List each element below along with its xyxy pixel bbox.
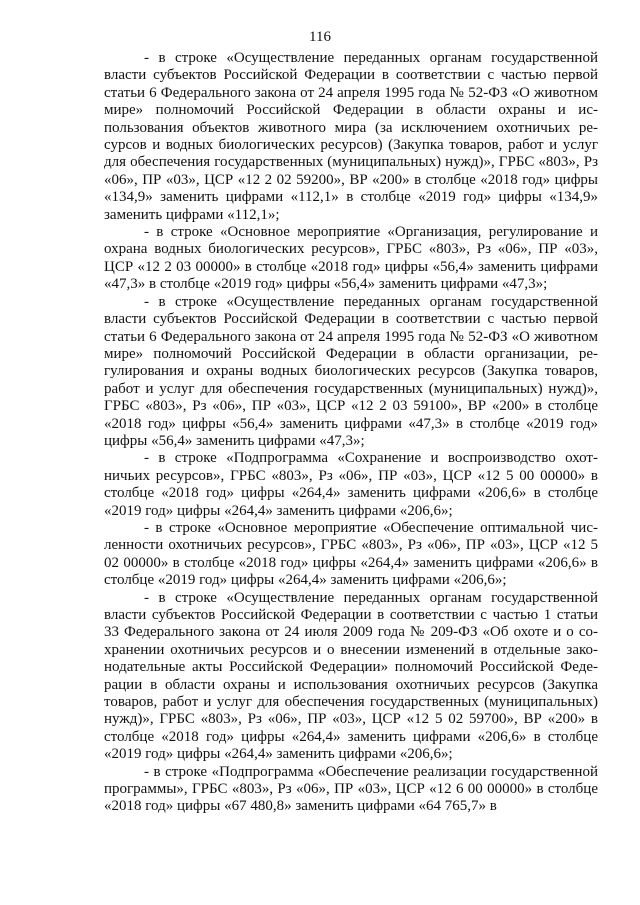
paragraph: - в строке «Осуществление переданных органам государственной власти субъектов Российской Федерации в соответствии с частью первой статьи 6 Федерального закона от 24 апреля 1995 года № 52-ФЗ «О животном мире» полномочий Российской Федерации в области охраны и использования объектов животного мира (за исключением охотничьих ресурсов и водных биологических ресурсов) (Закупка товаров, работ и услуг для обеспечения государственных (муниципальных) нужд)», ГРБС «803», Рз «06», ПР «03», ЦСР «12 2 02 59200», ВР «200» в столбце «2018 год» цифры «134,9» заменить цифрами «112,1» в столбце «2019 год» цифры «134,9» заменить цифрами «112,1»; — [104, 50, 598, 223]
page-number: 116 — [309, 29, 331, 45]
paragraph: - в строке «Основное мероприятие «Организация, регулирование и охрана водных биологических ресурсов», ГРБС «803», Рз «06», ПР «03», ЦСР «12 2 03 00000» в столбце «2018 год» цифры «56,4» заменить цифрами «47,3» в столбце «2019 год» цифры «56,4» заменить цифрами «47,3»; — [104, 224, 598, 293]
paragraph: - в строке «Осуществление переданных органам государственной власти субъектов Российской Федерации в соответствии с частью первой статьи 6 Федерального закона от 24 апреля 1995 года № 52-ФЗ «О животном мире» полномочий Российской Федерации в области организации, регулирования и охраны водных биологических ресурсов (Закупка товаров, работ и услуг для обеспечения государственных (муниципальных) нужд)», ГРБС «803», Рз «06», ПР «03», ЦСР «12 2 03 59100», ВР «200» в столбце «2018 год» цифры «56,4» заменить цифрами «47,3» в столбце «2019 год» цифры «56,4» заменить цифрами «47,3»; — [104, 293, 598, 449]
paragraph: - в строке «Подпрограмма «Обеспечение реализации государственной программы», ГРБС «803», Рз «06», ПР «03», ЦСР «12 6 00 00000» в столбце «2018 год» цифры «67 480,8» заменить цифрами «64 765,7» в — [104, 763, 598, 815]
paragraph: - в строке «Подпрограмма «Сохранение и воспроизводство охотничьих ресурсов», ГРБС «803», Рз «06», ПР «03», ЦСР «12 5 00 00000» в столбце «2018 год» цифры «264,4» заменить цифрами «206,6» в столбце «2019 год» цифры «264,4» заменить цифрами «206,6»; — [104, 450, 598, 519]
paragraph: - в строке «Осуществление переданных органам государственной власти субъектов Российской Федерации в соответствии с частью 1 статьи 33 Федерального закона от 24 июля 2009 года № 209-ФЗ «Об охоте и о сохранении охотничьих ресурсов и о внесении изменений в отдельные законодательные акты Российской Федерации» полномочий Российской Федерации в области охраны и использования охотничьих ресурсов (Закупка товаров, работ и услуг для обеспечения государственных (муниципальных) нужд)», ГРБС «803», Рз «06», ПР «03», ЦСР «12 5 02 59700», ВР «200» в столбце «2018 год» цифры «264,4» заменить цифрами «206,6» в столбце «2019 год» цифры «264,4» заменить цифрами «206,6»; — [104, 589, 598, 763]
document-body — [104, 50, 598, 816]
paragraph: - в строке «Основное мероприятие «Обеспечение оптимальной численности охотничьих ресурсов», ГРБС «803», Рз «06», ПР «03», ЦСР «12 5 02 00000» в столбце «2018 год» цифры «264,4» заменить цифрами «206,6» в столбце «2019 год» цифры «264,4» заменить цифрами «206,6»; — [104, 519, 598, 589]
